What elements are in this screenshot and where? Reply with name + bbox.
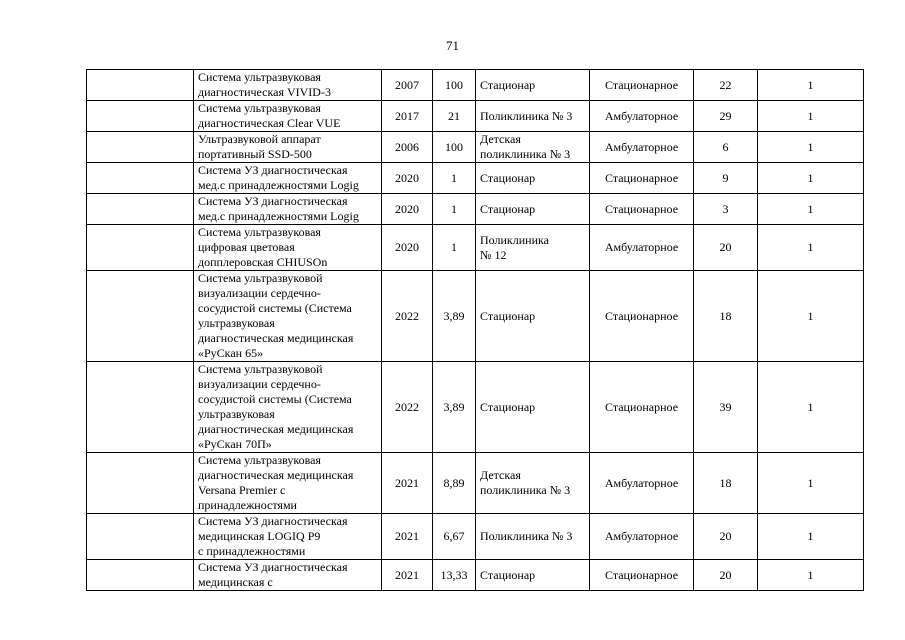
wear-cell [433,271,476,362]
blank-cell [87,163,194,194]
blank-cell [87,132,194,163]
year-cell [382,70,433,101]
care-type-cell [590,163,694,194]
units: 1 [807,240,814,254]
wear-cell [433,362,476,453]
care-type: Амбулаторное [604,139,679,154]
care-type: Стационарное [604,170,679,185]
location-cell [476,194,590,225]
device-name: Система ультразвуковая диагностическая медицинская Versana Premier с принадлежностями [198,453,354,512]
location: Поликлиника № 3 [480,529,573,543]
table-row [87,225,864,271]
table-row [87,271,864,362]
year: 2021 [395,567,419,582]
units: 1 [807,567,814,582]
wear-cell [433,453,476,514]
year-cell [382,163,433,194]
year-cell [382,132,433,163]
units: 1 [807,77,814,92]
care-type-cell [590,362,694,453]
device-name-cell [194,132,382,163]
blank-cell [87,362,194,453]
wear-cell [433,163,476,194]
wear-cell [433,101,476,132]
care-type: Амбулаторное [604,108,679,123]
location: Стационар [480,77,536,92]
units-cell [758,362,864,453]
blank-cell [87,560,194,591]
wear-value: 21 [448,108,460,123]
care-type-cell [590,514,694,560]
count-cell [694,560,758,591]
device-name: Ультразвуковой аппарат портативный SSD-500 [198,132,321,161]
units-cell [758,194,864,225]
care-type: Стационарное [604,77,679,92]
year: 2006 [395,139,419,154]
blank-cell [87,194,194,225]
location: Детская поликлиника № 3 [480,468,571,497]
count: 9 [722,170,729,185]
table-row [87,514,864,560]
count-cell [694,225,758,271]
device-name-cell [194,101,382,132]
location: Поликлиника № 12 [480,232,549,262]
wear-cell [433,194,476,225]
year-cell [382,225,433,271]
device-name: Система УЗ диагностическая мед.с принадлежностями Logig [198,163,359,192]
units: 1 [807,108,814,123]
units-cell [758,453,864,514]
count: 29 [719,108,732,123]
count-cell [694,70,758,101]
count: 3 [722,201,729,216]
location: Детская поликлиника № 3 [480,132,571,161]
care-type: Стационарное [604,399,679,414]
device-name-cell [194,453,382,514]
care-type: Стационарное [604,308,679,323]
care-type: Амбулаторное [604,529,679,543]
wear-value: 1 [451,170,457,185]
year: 2022 [395,399,419,414]
location-cell [476,271,590,362]
table-row [87,132,864,163]
units: 1 [807,201,814,216]
count: 18 [719,308,732,323]
units-cell [758,560,864,591]
count-cell [694,453,758,514]
care-type-cell [590,70,694,101]
device-name: Система УЗ диагностическая медицинская LOGIQ P9 с принадлежностями [198,514,348,558]
count: 20 [719,529,732,543]
wear-cell [433,132,476,163]
wear-value: 8,89 [443,475,465,490]
device-name-cell [194,163,382,194]
blank-cell [87,70,194,101]
device-name-cell [194,514,382,560]
care-type-cell [590,560,694,591]
wear-value: 1 [451,201,457,216]
units: 1 [807,529,814,543]
device-name-cell [194,70,382,101]
count: 22 [719,77,732,92]
location-cell [476,225,590,271]
count-cell [694,362,758,453]
location-cell [476,101,590,132]
units-cell [758,271,864,362]
device-name-cell [194,362,382,453]
location: Стационар [480,170,536,185]
location-cell [476,362,590,453]
location: Поликлиника № 3 [480,108,573,123]
location-cell [476,453,590,514]
blank-cell [87,225,194,271]
care-type: Амбулаторное [604,240,679,254]
year: 2021 [395,529,419,543]
year-cell [382,101,433,132]
device-name-cell [194,271,382,362]
wear-value: 1 [451,240,457,254]
care-type-cell [590,101,694,132]
count: 6 [722,139,729,154]
equipment-table [86,69,864,591]
count: 20 [719,567,732,582]
table-row [87,194,864,225]
units-cell [758,70,864,101]
blank-cell [87,514,194,560]
units-cell [758,514,864,560]
year-cell [382,362,433,453]
blank-cell [87,453,194,514]
year: 2020 [395,170,419,185]
care-type-cell [590,453,694,514]
care-type-cell [590,271,694,362]
year: 2017 [395,108,419,123]
location-cell [476,163,590,194]
device-name-cell [194,560,382,591]
wear-cell [433,70,476,101]
year: 2022 [395,308,419,323]
location-cell [476,132,590,163]
year-cell [382,560,433,591]
year: 2020 [395,201,419,216]
device-name: Система ультразвуковая цифровая цветовая допплеровская CHIUSOn [198,225,328,269]
location: Стационар [480,399,536,414]
table-row [87,70,864,101]
device-name: Система УЗ диагностическая медицинская с [198,560,348,589]
count: 20 [719,240,732,254]
table-row [87,362,864,453]
count-cell [694,194,758,225]
table-row [87,453,864,514]
year: 2021 [395,475,419,490]
count-cell [694,132,758,163]
wear-cell [433,514,476,560]
count-cell [694,101,758,132]
location: Стационар [480,567,536,582]
care-type: Стационарное [604,201,679,216]
device-name: Система ультразвуковая диагностическая Clear VUE [198,101,341,130]
year-cell [382,271,433,362]
page-number: 71 [446,38,459,53]
table-body [87,70,864,591]
device-name: Система ультразвуковой визуализации сердечно- сосудистой системы (Система ультразвуковая диагностическая медицинская «РуСкан 70П» [198,362,354,451]
location: Стационар [480,308,536,323]
units-cell [758,163,864,194]
table-row [87,163,864,194]
units: 1 [807,139,814,154]
wear-value: 3,89 [443,399,465,414]
year-cell [382,453,433,514]
wear-value: 3,89 [443,308,465,323]
count: 18 [719,475,732,490]
wear-value: 100 [445,77,463,92]
care-type-cell [590,194,694,225]
care-type-cell [590,225,694,271]
wear-cell [433,225,476,271]
blank-cell [87,101,194,132]
wear-value: 13,33 [440,567,468,582]
year-cell [382,514,433,560]
blank-cell [87,271,194,362]
units-cell [758,225,864,271]
device-name: Система ультразвуковой визуализации сердечно- сосудистой системы (Система ультразвуковая диагностическая медицинская «РуСкан 65» [198,271,354,360]
device-name-cell [194,225,382,271]
location-cell [476,514,590,560]
care-type: Амбулаторное [604,475,679,490]
location-cell [476,70,590,101]
wear-value: 100 [445,139,463,154]
care-type: Стационарное [604,567,679,582]
location-cell [476,560,590,591]
count-cell [694,514,758,560]
units: 1 [807,399,814,414]
year: 2020 [395,240,419,254]
count-cell [694,163,758,194]
count: 39 [719,399,732,414]
units: 1 [807,475,814,490]
device-name: Система ультразвуковая диагностическая VIVID-3 [198,70,331,99]
units: 1 [807,308,814,323]
units-cell [758,101,864,132]
year-cell [382,194,433,225]
year: 2007 [395,77,419,92]
count-cell [694,271,758,362]
table-row [87,101,864,132]
location: Стационар [480,201,536,216]
table-row [87,560,864,591]
wear-cell [433,560,476,591]
device-name-cell [194,194,382,225]
wear-value: 6,67 [443,529,465,543]
units-cell [758,132,864,163]
care-type-cell [590,132,694,163]
device-name: Система УЗ диагностическая мед.с принадлежностями Logig [198,194,359,223]
units: 1 [807,170,814,185]
